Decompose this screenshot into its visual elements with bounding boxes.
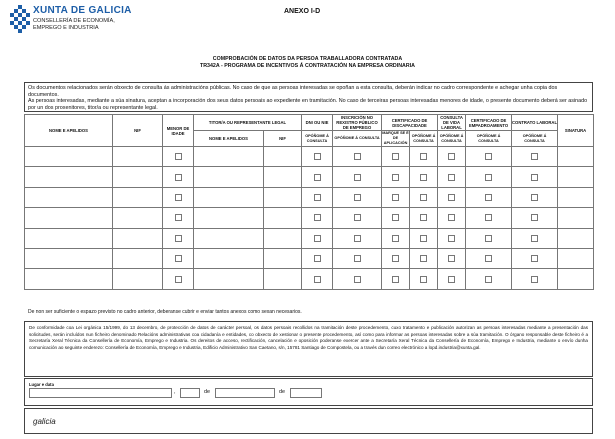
table-cell[interactable]	[558, 167, 594, 187]
table-cell	[333, 167, 382, 187]
table-cell	[410, 269, 438, 289]
table-cell	[163, 167, 194, 187]
table-cell	[333, 147, 382, 167]
group-vida: CONSULTA DE VIDA LABORAL	[438, 115, 466, 131]
table-cell[interactable]	[25, 269, 113, 289]
checkbox[interactable]	[485, 194, 492, 201]
checkbox[interactable]	[485, 276, 492, 283]
table-row	[25, 269, 594, 289]
department-line2: EMPREGO E INDUSTRIA	[33, 24, 99, 31]
table-cell	[382, 147, 410, 167]
table-cell[interactable]	[113, 147, 163, 167]
place-input[interactable]	[29, 388, 172, 398]
table-cell[interactable]	[194, 208, 264, 228]
sub-dni-opono: OPÓÑOME Á CONSULTA	[302, 131, 333, 147]
table-cell	[302, 269, 333, 289]
table-cell	[466, 187, 512, 207]
col-menor: MENOR DE IDADE	[163, 115, 194, 147]
table-row	[25, 248, 594, 268]
checkbox[interactable]	[448, 194, 455, 201]
table-cell	[438, 147, 466, 167]
table-cell	[382, 167, 410, 187]
brand-name: XUNTA DE GALICIA	[33, 5, 132, 16]
table-cell[interactable]	[113, 228, 163, 248]
group-empadroamento: CERTIFICADO DE EMPADROAMENTO	[466, 115, 512, 131]
checkbox[interactable]	[175, 194, 182, 201]
checkbox[interactable]	[420, 174, 427, 181]
table-cell	[438, 228, 466, 248]
table-cell	[302, 228, 333, 248]
table-row	[25, 208, 594, 228]
table-cell[interactable]	[264, 167, 302, 187]
persons-table	[24, 114, 594, 290]
checkbox[interactable]	[531, 235, 538, 242]
data-protection-text: De conformidade coa Lei orgánica 15/1999, do 13 decembro, de protección de datos de carácter persoal, os datos persoais recollidos na tramitación deste procedemento, cuxo tratamento e publicación autorizan as persoas interesadas mediante a presentación das solicitudes, serán incluídos nun ficheiro denominado Relacións administrativas coa cidadanía e entidades, co obxecto de xestionar o presente procedemento, así como para informar as persoas interesadas sobre a súa tramitación. O órgano responsable deste ficheiro é a Secretaría Xeral Técnica da Consellería de Economía, Emprego e Industria. Os dereitos de acceso, rectificación, cancelación e oposición poderanse exercer ante a Secretaría Xeral Técnica da Consellería de Economía, Emprego e Industria, mediante o envío dunha comunicación ao seguinte enderezo: Consellería de Economía, Emprego e Industria, Edificio Administrativo San Caetano, s/n, 15781 Santiago de Compostela, ou a través dun correo electrónico a lopd.industria@xunta.gal.	[24, 321, 593, 377]
group-inscricion: INSCRICIÓN NO REXISTRO PÚBLICO DE EMPREGO	[333, 115, 382, 131]
table-cell	[466, 269, 512, 289]
table-cell	[512, 147, 558, 167]
table-cell[interactable]	[558, 248, 594, 268]
checkbox[interactable]	[485, 174, 492, 181]
checkbox[interactable]	[175, 235, 182, 242]
table-cell	[410, 208, 438, 228]
day-input[interactable]	[180, 388, 200, 398]
checkbox[interactable]	[448, 214, 455, 221]
table-cell	[410, 167, 438, 187]
checkbox[interactable]	[485, 235, 492, 242]
xunta-cross-logo	[10, 5, 30, 33]
checkbox[interactable]	[314, 276, 321, 283]
checkbox[interactable]	[354, 194, 361, 201]
place-date-section	[24, 378, 593, 406]
checkbox[interactable]	[175, 214, 182, 221]
table-row	[25, 167, 594, 187]
table-cell	[302, 248, 333, 268]
table-cell	[163, 248, 194, 268]
table-cell	[163, 147, 194, 167]
checkbox[interactable]	[392, 276, 399, 283]
checkbox[interactable]	[314, 174, 321, 181]
table-cell[interactable]	[194, 167, 264, 187]
sub-inscricion-opono: OPÓÑOME Á CONSULTA	[333, 131, 382, 147]
checkbox[interactable]	[531, 194, 538, 201]
checkbox[interactable]	[448, 153, 455, 160]
checkbox[interactable]	[448, 174, 455, 181]
notice-line1: Os documentos relacionados serán obxecto de consulta ás administracións públicas. No caso de que as persoas interesadas se opoñan a esta consulta, deberán indicar no cadro correspondente e achegar unha copia dos documentos.	[28, 85, 558, 98]
table-cell	[382, 187, 410, 207]
table-cell	[512, 228, 558, 248]
galicia-logo: galicia	[33, 417, 56, 426]
table-cell[interactable]	[25, 187, 113, 207]
table-cell	[382, 228, 410, 248]
checkbox[interactable]	[531, 174, 538, 181]
table-cell	[512, 269, 558, 289]
sub-empadroamento-opono: OPÓÑOME Á CONSULTA	[466, 131, 512, 147]
group-dni: DNI OU NIE	[302, 115, 333, 131]
table-cell	[163, 228, 194, 248]
checkbox[interactable]	[175, 153, 182, 160]
checkbox[interactable]	[314, 255, 321, 262]
year-input[interactable]	[290, 388, 322, 398]
table-cell	[438, 208, 466, 228]
table-cell[interactable]	[25, 208, 113, 228]
checkbox[interactable]	[448, 276, 455, 283]
table-cell[interactable]	[264, 248, 302, 268]
table-cell	[466, 167, 512, 187]
table-cell	[302, 208, 333, 228]
checkbox[interactable]	[531, 276, 538, 283]
table-cell	[438, 269, 466, 289]
table-cell	[382, 269, 410, 289]
table-cell	[466, 228, 512, 248]
table-cell[interactable]	[264, 269, 302, 289]
table-cell	[438, 248, 466, 268]
sub-contrato-opono: OPÓÑOME Á CONSULTA	[512, 131, 558, 147]
table-cell	[163, 208, 194, 228]
table-cell	[512, 208, 558, 228]
table-cell	[302, 147, 333, 167]
checkbox[interactable]	[420, 276, 427, 283]
table-cell[interactable]	[558, 187, 594, 207]
table-cell[interactable]	[113, 167, 163, 187]
department	[33, 18, 115, 31]
checkbox[interactable]	[420, 214, 427, 221]
table-cell	[512, 167, 558, 187]
checkbox[interactable]	[485, 255, 492, 262]
group-titor: TITOR/A OU REPRESENTANTE LEGAL	[194, 115, 302, 131]
table-cell[interactable]	[25, 248, 113, 268]
table-cell	[512, 248, 558, 268]
table-cell	[466, 147, 512, 167]
table-cell	[466, 208, 512, 228]
table-cell	[410, 228, 438, 248]
consent-notice	[24, 82, 593, 112]
table-cell[interactable]	[558, 228, 594, 248]
col-titor-nome: NOME E APELIDOS	[194, 131, 264, 147]
checkbox[interactable]	[354, 214, 361, 221]
checkbox[interactable]	[354, 174, 361, 181]
checkbox[interactable]	[354, 255, 361, 262]
table-cell	[333, 187, 382, 207]
checkbox[interactable]	[420, 235, 427, 242]
table-cell[interactable]	[558, 147, 594, 167]
checkbox[interactable]	[175, 255, 182, 262]
table-cell	[302, 187, 333, 207]
table-cell[interactable]	[194, 147, 264, 167]
table-row	[25, 187, 594, 207]
checkbox[interactable]	[485, 153, 492, 160]
table-cell	[333, 208, 382, 228]
table-cell[interactable]	[558, 208, 594, 228]
table-cell[interactable]	[558, 269, 594, 289]
checkbox[interactable]	[392, 235, 399, 242]
checkbox[interactable]	[392, 153, 399, 160]
table-cell	[333, 228, 382, 248]
month-input[interactable]	[215, 388, 275, 398]
table-cell	[163, 187, 194, 207]
checkbox[interactable]	[420, 153, 427, 160]
checkbox[interactable]	[420, 194, 427, 201]
table-cell	[382, 248, 410, 268]
sub-vida-opono: OPÓÑOME Á CONSULTA	[438, 131, 466, 147]
sub-discapacidade-marque: MARQUE SE É DE APLICACIÓN	[382, 131, 409, 145]
table-cell	[410, 147, 438, 167]
checkbox[interactable]	[531, 255, 538, 262]
checkbox[interactable]	[448, 235, 455, 242]
table-cell[interactable]	[25, 167, 113, 187]
checkbox[interactable]	[392, 255, 399, 262]
checkbox[interactable]	[531, 153, 538, 160]
checkbox[interactable]	[314, 153, 321, 160]
checkbox[interactable]	[531, 214, 538, 221]
table-cell[interactable]	[113, 208, 163, 228]
table-row	[25, 228, 594, 248]
de-separator-2: de	[279, 389, 285, 395]
checkbox[interactable]	[392, 194, 399, 201]
checkbox[interactable]	[314, 194, 321, 201]
sub-discapacidade-opono: OPÓÑOME Á CONSULTA	[410, 131, 438, 147]
table-cell	[163, 269, 194, 289]
department-line1: CONSELLERÍA DE ECONOMÍA,	[33, 18, 115, 24]
table-cell[interactable]	[113, 187, 163, 207]
table-cell	[333, 269, 382, 289]
checkbox[interactable]	[314, 235, 321, 242]
table-cell[interactable]	[25, 147, 113, 167]
comma-separator: ,	[174, 389, 176, 395]
col-nif: NIF	[113, 115, 163, 147]
table-cell	[512, 187, 558, 207]
col-sinatura: SINATURA	[558, 115, 594, 147]
table-cell	[333, 248, 382, 268]
checkbox[interactable]	[354, 235, 361, 242]
table-cell[interactable]	[194, 228, 264, 248]
notice-line2: As persoas interesadas, mediante a súa sinatura, aceptan a incorporación dos seus datos persoais ao expediente en tramitación. No caso de terceiras persoas interesadas menores de idade, o presente documento deberá ser asinado por un dos proxenitores, titor/a ou representante legal.	[28, 98, 588, 111]
footnote: De non ser suficiente o espazo previsto no cadro anterior, deberanse cubrir e enviar tantos anexos como sexan necesarios.	[28, 309, 302, 315]
table-cell	[410, 248, 438, 268]
checkbox[interactable]	[485, 214, 492, 221]
checkbox[interactable]	[392, 174, 399, 181]
table-cell	[302, 167, 333, 187]
table-row	[25, 147, 594, 167]
checkbox[interactable]	[175, 174, 182, 181]
table-cell	[410, 187, 438, 207]
table-cell	[438, 187, 466, 207]
table-cell	[438, 167, 466, 187]
table-cell[interactable]	[264, 147, 302, 167]
table-cell[interactable]	[194, 187, 264, 207]
group-discapacidade: CERTIFICADO DE DISCAPACIDADE	[382, 115, 438, 131]
table-cell[interactable]	[113, 269, 163, 289]
de-separator-1: de	[204, 389, 210, 395]
form-subtitle: TR342A - PROGRAMA DE INCENTIVOS Á CONTRATACIÓN NA EMPRESA ORDINARIA	[199, 63, 416, 69]
group-contrato: CONTRATO LABORAL	[512, 115, 558, 131]
table-cell[interactable]	[264, 187, 302, 207]
checkbox[interactable]	[392, 214, 399, 221]
table-cell[interactable]	[264, 228, 302, 248]
table-cell	[466, 248, 512, 268]
table-cell[interactable]	[194, 269, 264, 289]
table-cell[interactable]	[113, 248, 163, 268]
place-date-label: Lugar e data	[29, 382, 54, 387]
table-cell[interactable]	[194, 248, 264, 268]
table-cell[interactable]	[25, 228, 113, 248]
col-titor-nif: NIF	[264, 131, 302, 147]
form-title: COMPROBACIÓN DE DATOS DA PERSOA TRABALLADORA CONTRATADA	[212, 56, 403, 62]
table-cell[interactable]	[264, 208, 302, 228]
table-cell	[382, 208, 410, 228]
footer-box	[24, 408, 593, 434]
checkbox[interactable]	[354, 153, 361, 160]
col-nome: NOME E APELIDOS	[25, 115, 113, 147]
checkbox[interactable]	[314, 214, 321, 221]
checkbox[interactable]	[420, 255, 427, 262]
checkbox[interactable]	[448, 255, 455, 262]
checkbox[interactable]	[175, 276, 182, 283]
annex-label: ANEXO I-D	[284, 8, 321, 15]
checkbox[interactable]	[354, 276, 361, 283]
